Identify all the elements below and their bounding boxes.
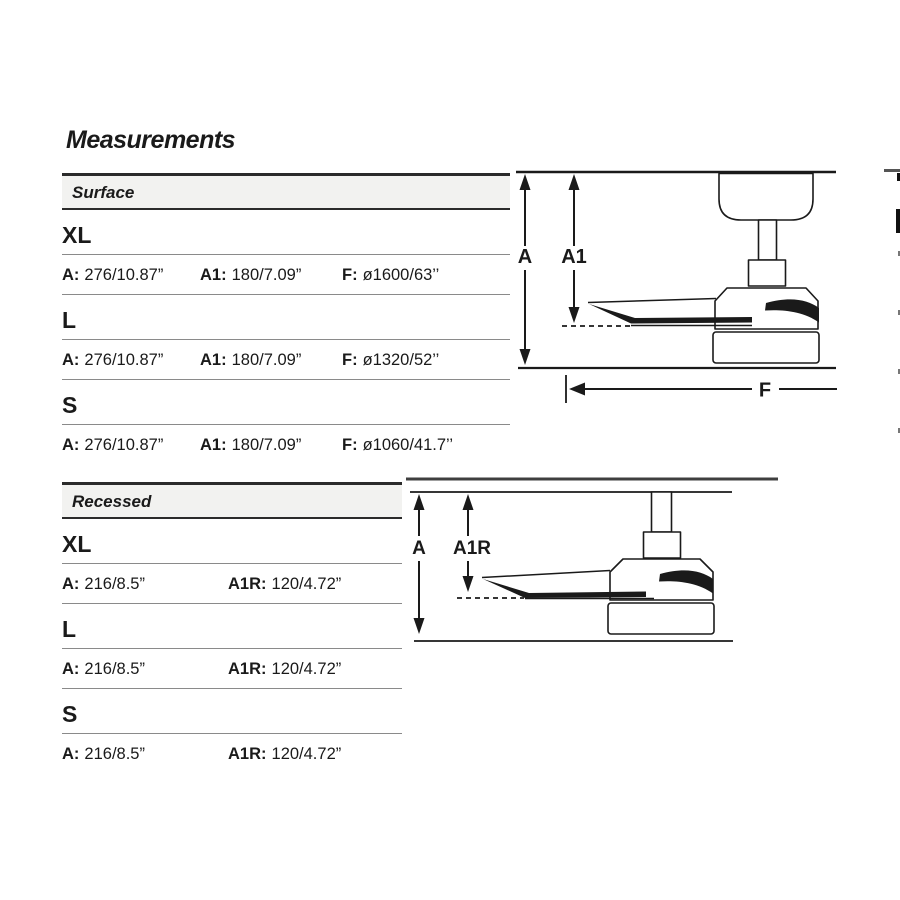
size-label: XL — [62, 222, 92, 248]
spec-a — [62, 564, 228, 604]
dimension-label-f: F — [758, 379, 772, 402]
surface-measurements-table — [62, 173, 510, 465]
dimension-arrow-f — [566, 375, 837, 403]
recessed-spec-row-xl — [62, 564, 402, 604]
spec-f-value: ø1320/52’’ — [362, 351, 440, 369]
page-title: Measurements — [66, 126, 236, 154]
recessed-spec-row-s — [62, 734, 402, 774]
arrowhead-down — [569, 307, 580, 323]
spec-f-label: F: — [342, 436, 358, 454]
dimension-label-a: A — [412, 538, 426, 559]
spec-a-value: 276/10.87” — [84, 351, 164, 369]
surface-table-header — [62, 173, 510, 210]
ceiling-fan-side-view — [482, 492, 714, 634]
arrowhead-left — [569, 383, 585, 396]
spec-a — [62, 255, 200, 295]
fan-canopy — [719, 174, 813, 221]
spec-a1r-value: 120/4.72” — [271, 575, 342, 593]
recessed-measurements-table — [62, 482, 402, 774]
recessed-table-header-label: Recessed — [72, 492, 152, 511]
dimension-arrow-a1 — [561, 174, 587, 323]
spec-a-value: 276/10.87” — [84, 436, 164, 454]
spec-a1-value: 180/7.09” — [231, 436, 302, 454]
size-label: S — [62, 392, 78, 418]
dimension-label-a1: A1 — [561, 246, 587, 268]
spec-f-label: F: — [342, 351, 358, 369]
spec-a-value: 276/10.87” — [84, 266, 164, 284]
arrowhead-down — [463, 576, 474, 592]
fan-coupler — [749, 260, 786, 286]
spec-f — [342, 425, 453, 465]
spec-a1-value: 180/7.09” — [231, 351, 302, 369]
size-label: L — [62, 307, 77, 333]
spec-f — [342, 255, 439, 295]
size-label: XL — [62, 531, 92, 557]
recessed-size-row-l — [62, 604, 402, 649]
spec-a1r-value: 120/4.72” — [271, 660, 342, 678]
spec-a — [62, 734, 228, 774]
spec-a-value: 216/8.5” — [84, 745, 145, 763]
spec-a-label: A: — [62, 351, 80, 369]
recessed-table-header — [62, 482, 402, 519]
surface-table-header-label: Surface — [72, 183, 135, 202]
dimension-label-a: A — [517, 246, 533, 268]
spec-a1r-label: A1R: — [228, 660, 267, 678]
surface-spec-row-s — [62, 425, 510, 465]
spec-a1r-value: 120/4.72” — [271, 745, 342, 763]
spec-a1r-label: A1R: — [228, 745, 267, 763]
spec-a-label: A: — [62, 436, 80, 454]
spec-f-value: ø1060/41.7’’ — [362, 436, 454, 454]
spec-a — [62, 425, 200, 465]
size-label: L — [62, 616, 77, 642]
ceiling-fan-side-view — [588, 174, 819, 364]
recessed-size-row-s — [62, 689, 402, 734]
spec-a-label: A: — [62, 745, 80, 763]
spec-a1 — [200, 255, 342, 295]
surface-size-row-s — [62, 380, 510, 425]
spec-f-label: F: — [342, 266, 358, 284]
clipped-content-fragment — [896, 209, 900, 233]
spec-a-value: 216/8.5” — [84, 575, 145, 593]
fan-downrod — [759, 220, 777, 260]
spec-a1-label: A1: — [200, 436, 227, 454]
fan-blade-top-edge — [482, 571, 610, 578]
surface-spec-row-l — [62, 340, 510, 380]
surface-size-row-xl — [62, 210, 510, 255]
spec-a-label: A: — [62, 575, 80, 593]
spec-a1-label: A1: — [200, 266, 227, 284]
recessed-spec-row-l — [62, 649, 402, 689]
spec-a1r — [228, 649, 341, 689]
surface-mount-diagram — [505, 160, 900, 415]
fan-blade-top-edge — [588, 299, 716, 303]
spec-f — [342, 340, 439, 380]
spec-a-label: A: — [62, 660, 80, 678]
fan-light-kit — [713, 332, 819, 363]
dimension-arrow-a — [412, 494, 426, 634]
spec-f-value: ø1600/63’’ — [362, 266, 440, 284]
spec-a1r — [228, 564, 341, 604]
spec-a — [62, 649, 228, 689]
clipped-content-fragment — [884, 169, 900, 172]
spec-a1-label: A1: — [200, 351, 227, 369]
spec-a1 — [200, 340, 342, 380]
spec-a1r — [228, 734, 341, 774]
recessed-size-row-xl — [62, 519, 402, 564]
recessed-mount-diagram — [402, 470, 797, 660]
surface-size-row-l — [62, 295, 510, 340]
fan-coupler — [644, 532, 681, 558]
spec-a1-value: 180/7.09” — [231, 266, 302, 284]
dimension-arrow-a — [518, 174, 532, 365]
spec-a-label: A: — [62, 266, 80, 284]
surface-spec-row-xl — [62, 255, 510, 295]
fan-downrod — [652, 492, 672, 532]
size-label: S — [62, 701, 78, 727]
spec-a-value: 216/8.5” — [84, 660, 145, 678]
fan-light-kit — [608, 603, 714, 634]
spec-a — [62, 340, 200, 380]
arrowhead-down — [520, 349, 531, 365]
arrowhead-down — [414, 618, 425, 634]
spec-a1 — [200, 425, 342, 465]
dimension-label-a1r: A1R — [452, 538, 492, 559]
spec-a1r-label: A1R: — [228, 575, 267, 593]
